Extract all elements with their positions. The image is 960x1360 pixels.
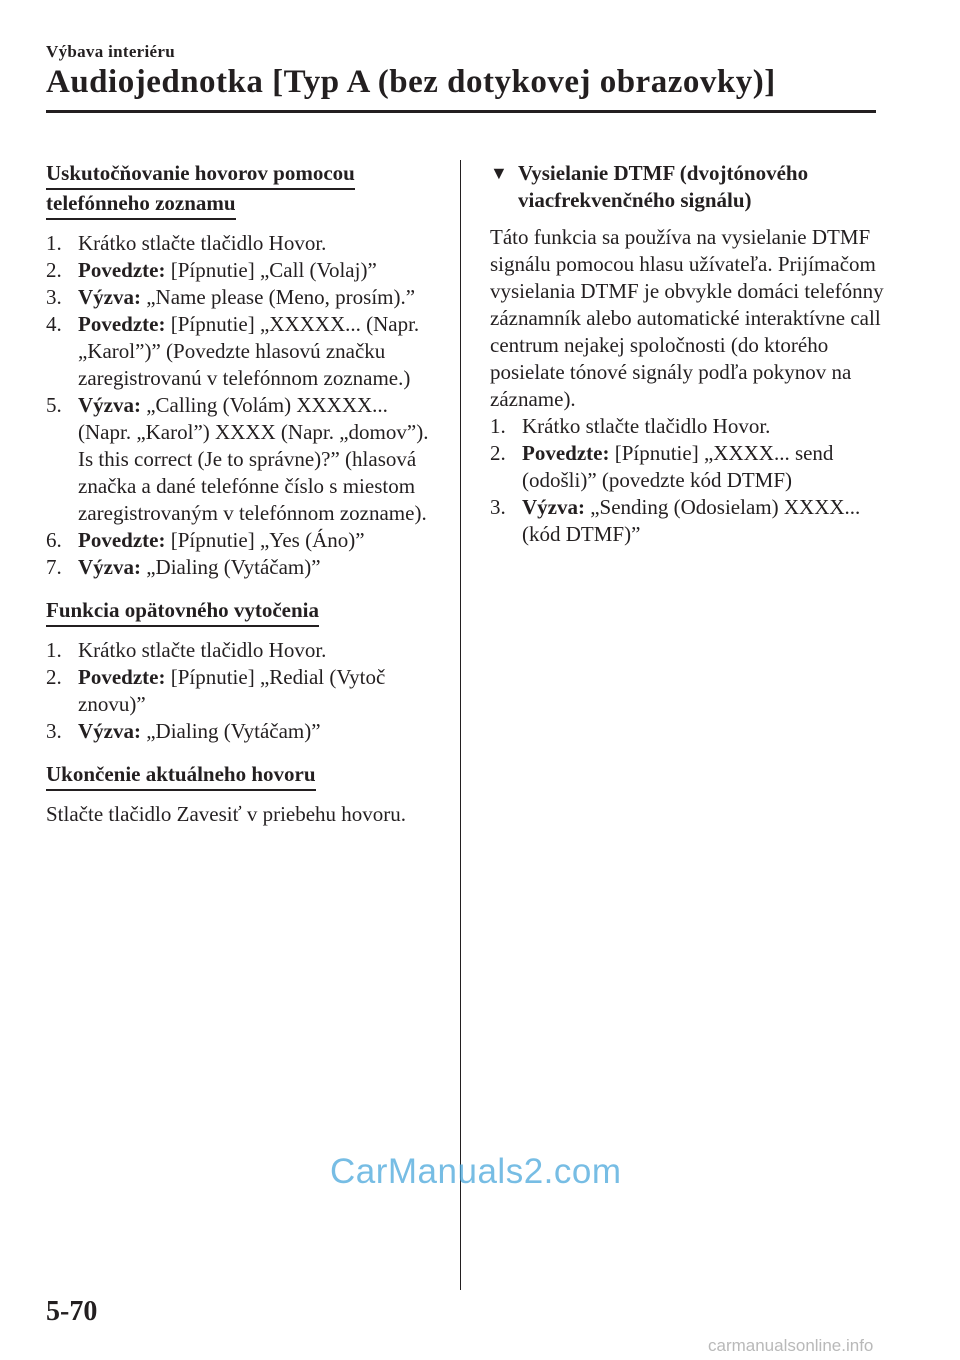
step-number: 7. [46,555,62,579]
step-number: 1. [46,638,62,662]
list-item [46,527,441,554]
step-label: Povedzte: [522,441,610,465]
list-item [46,718,441,745]
step-number: 2. [490,441,506,465]
list-item [46,637,441,664]
step-text: „Dialing (Vytáčam)” [140,555,321,579]
step-number: 1. [490,414,506,438]
column-divider [460,160,461,1290]
page-title: Audiojednotka [Typ A (bez dotykovej obrazovky)] [46,64,776,100]
step-label: Výzva: [78,285,141,309]
end-call-text: Stlačte tlačidlo Zavesiť v priebehu hovoru. [46,802,407,826]
dtmf-intro: Táto funkcia sa používa na vysielanie DTMF signálu pomocou hlasu užívateľa. Prijímačom vysielania DTMF je obvykle domáci telefónny záznamník alebo automatické interaktívne call centrum nejakej spoločnosti (do ktorého posielate tónové signály podľa pokynov na záznamе). [490,225,884,411]
step-label: Výzva: [522,495,585,519]
right-column [490,160,890,548]
list-item [490,413,890,440]
step-number: 3. [46,285,62,309]
step-text: [Pípnutie] „Call (Volaj)” [165,258,377,282]
list-item [490,494,890,548]
step-text: [Pípnutie] „XXXX... send (odošli)” (povedzte kód DTMF) [522,441,834,492]
subheading-phonebook-calls [46,160,441,220]
section-label: Výbava interiéru [46,42,175,61]
step-label: Povedzte: [78,528,166,552]
subheading-end-call [46,761,441,791]
step-text: [Pípnutie] „Yes (Áno)” [165,528,365,552]
step-number: 3. [46,719,62,743]
step-list-redial [46,637,441,745]
step-label: Povedzte: [78,312,166,336]
dtmf-heading-text: Vysielanie DTMF (dvojtónového viacfrekvenčného signálu) [518,161,809,212]
step-number: 6. [46,528,62,552]
step-text: Krátko stlačte tlačidlo Hovor. [78,231,327,255]
step-text: [Pípnutie] „XXXXX... (Napr. „Karol”)” (Povedzte hlasovú značku zaregistrovanú v telefónnom zozname.) [78,312,420,390]
step-list-dtmf [490,413,890,548]
step-number: 5. [46,393,62,417]
list-item [46,392,441,527]
step-label: Výzva: [78,555,141,579]
list-item [46,554,441,581]
watermark: CarManuals2.com [330,1152,622,1191]
list-item [46,311,441,392]
step-text: Krátko stlačte tlačidlo Hovor. [78,638,327,662]
left-column [46,160,441,828]
step-number: 4. [46,312,62,336]
triangle-down-icon: ▼ [490,163,508,183]
page-number: 5-70 [46,1296,98,1327]
step-text: „Calling (Volám) XXXXX... (Napr. „Karol”) XXXX (Napr. „domov”). Is this correct (Je to správne)?” (hlasová značka a dané telefónne číslo s miestom zaregistrovaným v telefónnom zozname). [78,393,429,525]
subheading-redial [46,597,441,627]
list-item [490,440,890,494]
list-item [46,230,441,257]
list-item [46,257,441,284]
header-rule [46,110,876,113]
step-number: 1. [46,231,62,255]
step-label: Výzva: [78,719,141,743]
step-label: Povedzte: [78,258,166,282]
list-item [46,664,441,718]
step-number: 2. [46,258,62,282]
step-number: 3. [490,495,506,519]
step-text: [Pípnutie] „Redial (Vytoč znovu)” [78,665,386,716]
step-list-phonebook [46,230,441,581]
dtmf-heading [490,160,890,214]
subheading-line: Ukončenie aktuálneho hovoru [46,761,316,791]
step-text: „Name please (Meno, prosím).” [140,285,416,309]
list-item [46,284,441,311]
step-label: Výzva: [78,393,141,417]
step-text: „Dialing (Vytáčam)” [140,719,321,743]
step-text: Krátko stlačte tlačidlo Hovor. [522,414,771,438]
step-text: „Sending (Odosielam) XXXX... (kód DTMF)” [522,495,861,546]
footer-url: carmanualsonline.info [708,1336,874,1355]
subheading-line: telefónneho zoznamu [46,190,236,220]
step-label: Povedzte: [78,665,166,689]
step-number: 2. [46,665,62,689]
subheading-line: Uskutočňovanie hovorov pomocou [46,160,355,190]
subheading-line: Funkcia opätovného vytočenia [46,597,319,627]
